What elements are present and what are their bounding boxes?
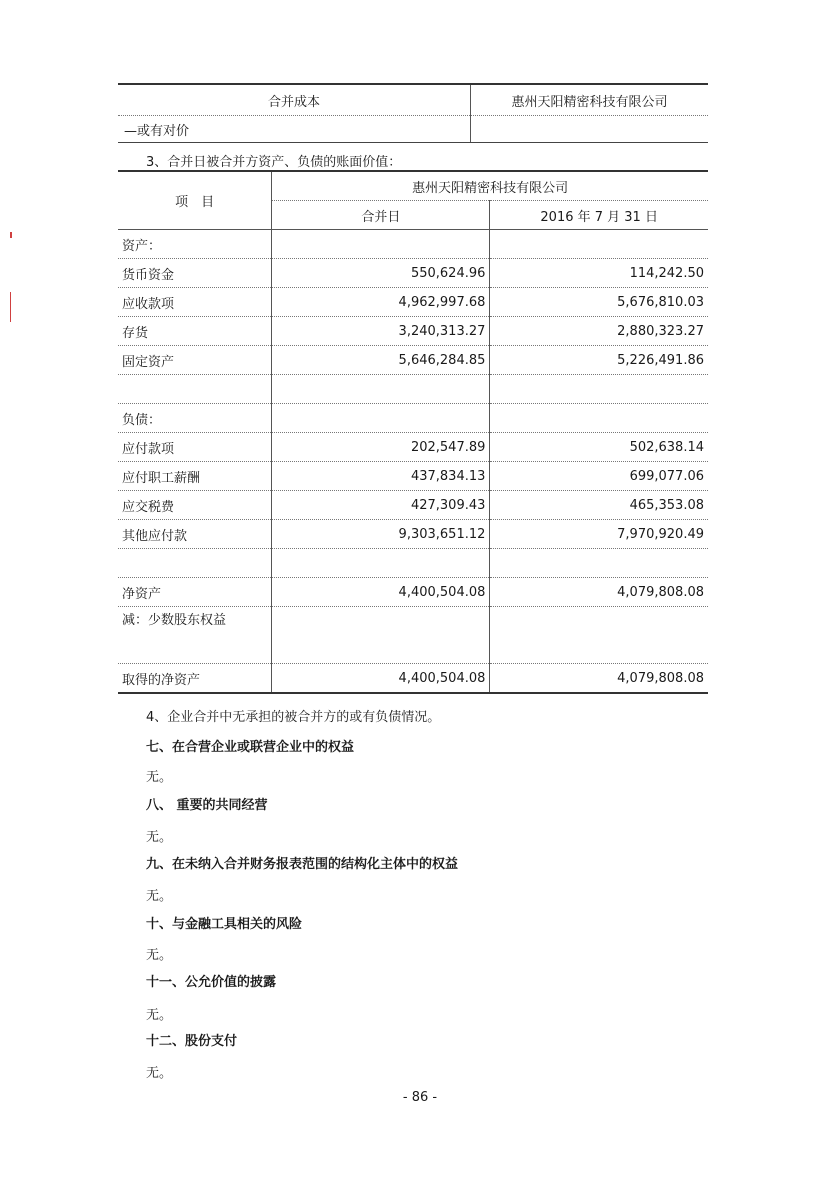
table-row [118,433,708,462]
value-a [272,404,490,433]
section-title: 十一、公允价值的披露 [146,975,277,990]
row-label: 减：少数股东权益 [118,607,272,664]
table-row [118,520,708,549]
table-row [118,462,708,491]
value-b [490,230,708,259]
item-header: 项 目 [118,171,272,230]
row-label: 其他应付款 [118,520,272,549]
section-title: 十、与金融工具相关的风险 [146,917,303,932]
table-row [118,375,708,404]
table-row [118,491,708,520]
table-row [118,84,708,116]
row-label: 存货 [118,317,272,346]
row-label: 应付职工薪酬 [118,462,272,491]
value-a: 427,309.43 [272,491,490,520]
row-label: 应付款项 [118,433,272,462]
scan-mark [10,232,12,238]
value-b: 2,880,323.27 [490,317,708,346]
merger-cost-table [118,83,708,143]
row-label: 应收款项 [118,288,272,317]
cell-label: 合并成本 [118,84,471,116]
table-row [118,549,708,578]
row-label: 取得的净资产 [118,664,272,694]
section-title: 八、 重要的共同经营 [146,798,268,813]
col-a-header: 合并日 [272,201,490,230]
value-b [490,607,708,664]
section-body: 无。 [146,830,173,845]
cell-company: 惠州天阳精密科技有限公司 [471,84,709,116]
value-a: 202,547.89 [272,433,490,462]
value-b: 114,242.50 [490,259,708,288]
row-label: 资产： [118,230,272,259]
table-row [118,578,708,607]
cell-label: —或有对价 [118,116,471,143]
value-b: 4,079,808.08 [490,578,708,607]
value-a [272,549,490,578]
section-4-text: 4、企业合并中无承担的被合并方的或有负债情况。 [146,710,441,725]
table-row [118,116,708,143]
row-label: 应交税费 [118,491,272,520]
value-b: 4,079,808.08 [490,664,708,694]
value-b: 699,077.06 [490,462,708,491]
row-label [118,375,272,404]
value-a [272,375,490,404]
value-b: 5,226,491.86 [490,346,708,375]
value-a: 4,400,504.08 [272,578,490,607]
value-a: 550,624.96 [272,259,490,288]
row-label: 净资产 [118,578,272,607]
scan-mark [10,292,11,322]
page-number: - 86 - [402,1090,438,1105]
col-b-header: 2016 年 7 月 31 日 [490,201,708,230]
value-a: 4,962,997.68 [272,288,490,317]
value-b [490,549,708,578]
section-body: 无。 [146,889,173,904]
table-row [118,404,708,433]
table-row [118,346,708,375]
row-label [118,549,272,578]
value-b: 465,353.08 [490,491,708,520]
value-a: 9,303,651.12 [272,520,490,549]
row-label: 固定资产 [118,346,272,375]
value-b: 502,638.14 [490,433,708,462]
section-body: 无。 [146,948,173,963]
table-row [118,317,708,346]
section-title: 十二、股份支付 [146,1034,238,1049]
section-3-title: 3、合并日被合并方资产、负债的账面价值： [146,155,402,170]
table-row [118,259,708,288]
company-header: 惠州天阳精密科技有限公司 [272,171,708,201]
table-row [118,664,708,694]
value-b: 7,970,920.49 [490,520,708,549]
balance-table [118,170,708,694]
row-label: 货币资金 [118,259,272,288]
cell-value [471,116,709,143]
section-body: 无。 [146,1008,173,1023]
value-a: 4,400,504.08 [272,664,490,694]
table-header-row [118,171,708,201]
section-body: 无。 [146,770,173,785]
value-a [272,230,490,259]
value-b: 5,676,810.03 [490,288,708,317]
table-row [118,230,708,259]
value-a: 5,646,284.85 [272,346,490,375]
section-body: 无。 [146,1066,173,1081]
section-title: 九、在未纳入合并财务报表范围的结构化主体中的权益 [146,857,459,872]
section-title: 七、在合营企业或联营企业中的权益 [146,740,355,755]
table-row [118,607,708,664]
value-b [490,404,708,433]
value-a: 3,240,313.27 [272,317,490,346]
row-label: 负债： [118,404,272,433]
table-row [118,288,708,317]
value-b [490,375,708,404]
value-a: 437,834.13 [272,462,490,491]
value-a [272,607,490,664]
